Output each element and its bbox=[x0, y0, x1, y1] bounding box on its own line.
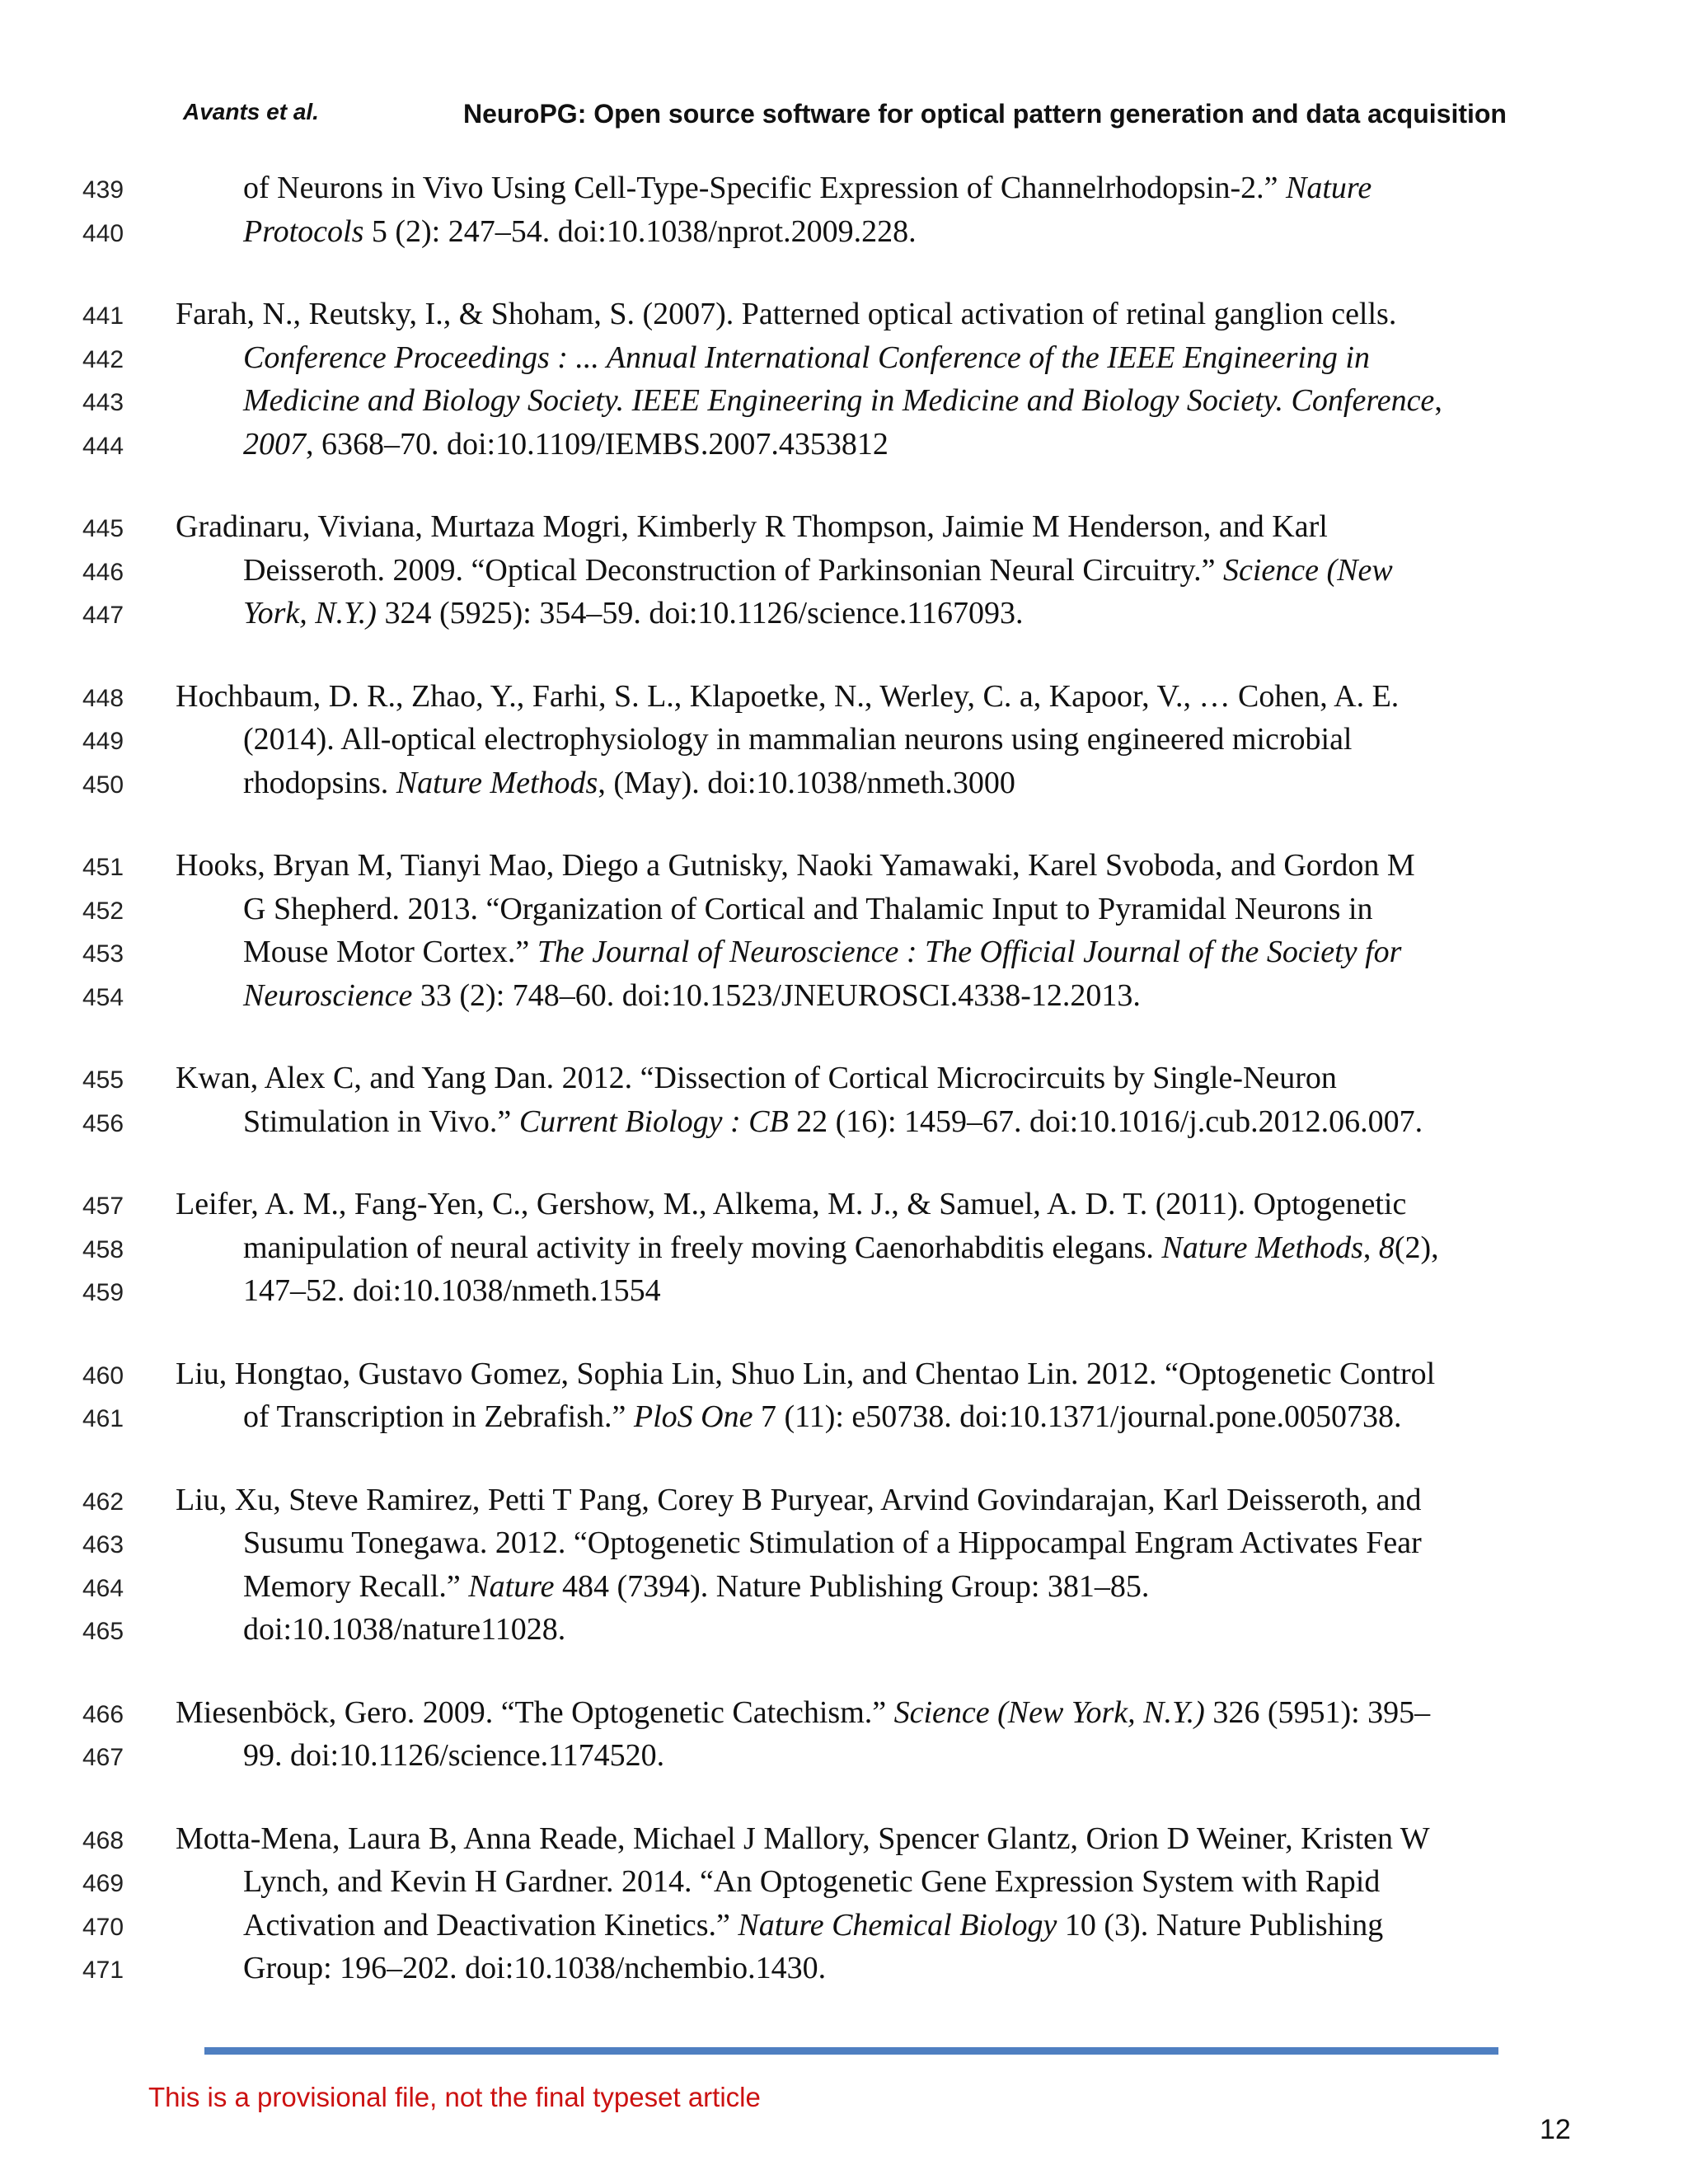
italic-text: Protocols bbox=[243, 213, 364, 249]
line-number: 444 bbox=[82, 432, 124, 460]
text-run: Lynch, and Kevin H Gardner. 2014. “An Optogenetic Gene Expression System with Rapid bbox=[243, 1864, 1381, 1899]
reference-first-line bbox=[176, 1694, 1430, 1731]
reference-first-line bbox=[176, 509, 1328, 545]
reference-first-line bbox=[176, 296, 1396, 332]
line-number: 439 bbox=[82, 176, 124, 204]
text-run: Liu, Hongtao, Gustavo Gomez, Sophia Lin, Shuo Lin, and Chentao Lin. 2012. “Optogenetic Control bbox=[176, 1356, 1436, 1391]
reference-continuation-line bbox=[243, 1907, 1383, 1943]
line-number: 451 bbox=[82, 854, 124, 881]
text-run: 10 (3). Nature Publishing bbox=[1057, 1907, 1384, 1943]
text-run: , bbox=[1362, 1230, 1379, 1265]
italic-text: 2007 bbox=[243, 426, 306, 462]
text-run: rhodopsins. bbox=[243, 765, 396, 800]
italic-text: Conference Proceedings : ... Annual International Conference of the IEEE Engineering in bbox=[243, 340, 1370, 375]
reference-continuation-line bbox=[243, 1611, 565, 1647]
line-number: 449 bbox=[82, 728, 124, 755]
reference-continuation-line bbox=[243, 891, 1373, 927]
line-number: 469 bbox=[82, 1870, 124, 1897]
line-number: 445 bbox=[82, 515, 124, 542]
reference-continuation-line bbox=[243, 1950, 826, 1986]
text-run: 22 (16): 1459–67. doi:10.1016/j.cub.2012.06.007. bbox=[788, 1104, 1423, 1139]
line-number: 459 bbox=[82, 1279, 124, 1306]
italic-text: Science (New York, N.Y.) bbox=[893, 1694, 1205, 1730]
line-number: 458 bbox=[82, 1235, 124, 1263]
reference-continuation-line bbox=[243, 1863, 1380, 1900]
reference-continuation-line bbox=[243, 721, 1353, 757]
text-run: 326 (5951): 395– bbox=[1204, 1694, 1431, 1730]
text-run: Liu, Xu, Steve Ramirez, Petti T Pang, Corey B Puryear, Arvind Govindarajan, Karl Deisseroth, and bbox=[176, 1482, 1422, 1517]
reference-continuation-line bbox=[243, 934, 1401, 970]
text-run: , (May). doi:10.1038/nmeth.3000 bbox=[598, 765, 1015, 800]
reference-continuation-line bbox=[243, 213, 917, 250]
text-run: , 6368–70. doi:10.1109/IEMBS.2007.4353812 bbox=[306, 426, 889, 462]
text-run: 33 (2): 748–60. doi:10.1523/JNEUROSCI.4338-12.2013. bbox=[412, 977, 1141, 1013]
line-number: 455 bbox=[82, 1066, 124, 1094]
text-run: Leifer, A. M., Fang-Yen, C., Gershow, M., Alkema, M. J., & Samuel, A. D. T. (2011). Optogenetic bbox=[176, 1187, 1407, 1221]
text-run: Memory Recall.” bbox=[243, 1568, 469, 1604]
line-number: 461 bbox=[82, 1405, 124, 1432]
text-run: of Neurons in Vivo Using Cell-Type-Specific Expression of Channelrhodopsin-2.” bbox=[243, 171, 1287, 205]
italic-text: Nature Chemical Biology bbox=[738, 1907, 1057, 1943]
text-run: Miesenböck, Gero. 2009. “The Optogenetic Catechism.” bbox=[176, 1694, 894, 1730]
line-number: 440 bbox=[82, 219, 124, 247]
page-number: 12 bbox=[1540, 2114, 1571, 2145]
text-run: Susumu Tonegawa. 2012. “Optogenetic Stimulation of a Hippocampal Engram Activates Fear bbox=[243, 1526, 1422, 1560]
line-number: 471 bbox=[82, 1957, 124, 1984]
line-number: 442 bbox=[82, 345, 124, 373]
reference-continuation-line bbox=[243, 170, 1372, 206]
text-run: 324 (5925): 354–59. doi:10.1126/science.1167093. bbox=[376, 596, 1024, 630]
line-number: 446 bbox=[82, 558, 124, 586]
reference-first-line bbox=[176, 1821, 1430, 1857]
text-run: Farah, N., Reutsky, I., & Shoham, S. (2007). Patterned optical activation of retinal ganglion cells. bbox=[176, 297, 1397, 331]
text-run: 484 (7394). Nature Publishing Group: 381–85. bbox=[554, 1568, 1150, 1604]
text-run: Activation and Deactivation Kinetics.” bbox=[243, 1907, 738, 1943]
italic-text: Nature Methods bbox=[1161, 1230, 1363, 1265]
text-run: doi:10.1038/nature11028. bbox=[243, 1612, 566, 1647]
italic-text: Nature bbox=[1286, 171, 1372, 205]
italic-text: Current Biology : CB bbox=[518, 1104, 789, 1139]
line-number: 465 bbox=[82, 1618, 124, 1645]
reference-first-line bbox=[176, 1356, 1435, 1392]
text-run: (2014). All-optical electrophysiology in mammalian neurons using engineered microbial bbox=[243, 722, 1353, 757]
line-number: 447 bbox=[82, 602, 124, 629]
running-header-author: Avants et al. bbox=[183, 99, 319, 124]
reference-first-line bbox=[176, 678, 1399, 715]
line-number: 467 bbox=[82, 1744, 124, 1771]
text-run: Stimulation in Vivo.” bbox=[243, 1104, 519, 1139]
line-number: 454 bbox=[82, 983, 124, 1011]
text-run: Kwan, Alex C, and Yang Dan. 2012. “Dissection of Cortical Microcircuits by Single-Neuron bbox=[176, 1061, 1337, 1095]
reference-continuation-line bbox=[243, 1525, 1422, 1561]
line-number: 464 bbox=[82, 1574, 124, 1602]
text-run: of Transcription in Zebrafish.” bbox=[243, 1399, 634, 1434]
reference-continuation-line bbox=[243, 977, 1141, 1014]
italic-text: 8 bbox=[1378, 1230, 1395, 1265]
text-run: Hochbaum, D. R., Zhao, Y., Farhi, S. L., Klapoetke, N., Werley, C. a, Kapoor, V., … Cohen, A. E. bbox=[176, 678, 1400, 714]
text-run: Gradinaru, Viviana, Murtaza Mogri, Kimberly R Thompson, Jaimie M Henderson, and Karl bbox=[176, 509, 1328, 544]
line-number: 466 bbox=[82, 1700, 124, 1728]
italic-text: Medicine and Biology Society. IEEE Engineering in Medicine and Biology Society. Conference bbox=[243, 383, 1435, 418]
italic-text: York, N.Y.) bbox=[243, 596, 377, 630]
reference-continuation-line bbox=[243, 1399, 1401, 1435]
italic-text: PloS One bbox=[633, 1399, 753, 1434]
text-run: 99. doi:10.1126/science.1174520. bbox=[243, 1738, 665, 1773]
italic-text: Science (New bbox=[1222, 552, 1393, 588]
text-run: manipulation of neural activity in freely moving Caenorhabditis elegans. bbox=[243, 1230, 1162, 1265]
line-number: 453 bbox=[82, 940, 124, 968]
reference-first-line bbox=[176, 1186, 1406, 1222]
reference-continuation-line bbox=[243, 552, 1393, 588]
reference-continuation-line bbox=[243, 1568, 1149, 1605]
reference-continuation-line bbox=[243, 340, 1370, 376]
reference-first-line bbox=[176, 1060, 1337, 1096]
text-run: 147–52. doi:10.1038/nmeth.1554 bbox=[243, 1273, 661, 1308]
text-run: G Shepherd. 2013. “Organization of Cortical and Thalamic Input to Pyramidal Neurons in bbox=[243, 891, 1373, 926]
reference-continuation-line bbox=[243, 1104, 1423, 1140]
italic-text: Neuroscience bbox=[243, 977, 413, 1013]
reference-continuation-line bbox=[243, 1737, 664, 1774]
italic-text: Nature Methods bbox=[396, 765, 598, 800]
line-number: 441 bbox=[82, 302, 124, 330]
text-run: (2), bbox=[1394, 1230, 1439, 1265]
reference-first-line bbox=[176, 1482, 1422, 1518]
line-number: 462 bbox=[82, 1488, 124, 1516]
line-number: 456 bbox=[82, 1109, 124, 1137]
italic-text: Nature bbox=[468, 1568, 555, 1604]
text-run: Deisseroth. 2009. “Optical Deconstruction of Parkinsonian Neural Circuitry.” bbox=[243, 552, 1223, 588]
line-number: 457 bbox=[82, 1193, 124, 1220]
line-number: 448 bbox=[82, 684, 124, 712]
line-number: 443 bbox=[82, 389, 124, 416]
footer-rule bbox=[204, 2047, 1498, 2055]
line-number: 463 bbox=[82, 1531, 124, 1558]
running-header-title: NeuroPG: Open source software for optical pattern generation and data acquisition bbox=[463, 99, 1507, 129]
text-run: , bbox=[1434, 383, 1442, 418]
reference-continuation-line bbox=[243, 765, 1015, 801]
reference-continuation-line bbox=[243, 1272, 661, 1309]
provisional-notice: This is a provisional file, not the final typeset article bbox=[148, 2082, 761, 2112]
reference-continuation-line bbox=[243, 595, 1023, 631]
text-run: Motta-Mena, Laura B, Anna Reade, Michael J Mallory, Spencer Glantz, Orion D Weiner, Kristen W bbox=[176, 1821, 1430, 1856]
reference-first-line bbox=[176, 847, 1415, 883]
line-number: 468 bbox=[82, 1826, 124, 1854]
line-number: 450 bbox=[82, 771, 124, 799]
italic-text: The Journal of Neuroscience : The Official Journal of the Society for bbox=[537, 935, 1402, 969]
text-run: Mouse Motor Cortex.” bbox=[243, 935, 537, 969]
line-number: 452 bbox=[82, 897, 124, 925]
line-number: 470 bbox=[82, 1913, 124, 1941]
reference-continuation-line bbox=[243, 382, 1442, 419]
text-run: 5 (2): 247–54. doi:10.1038/nprot.2009.228. bbox=[363, 213, 917, 249]
reference-continuation-line bbox=[243, 1230, 1439, 1266]
reference-continuation-line bbox=[243, 426, 889, 462]
text-run: Group: 196–202. doi:10.1038/nchembio.1430. bbox=[243, 1951, 827, 1985]
text-run: 7 (11): e50738. doi:10.1371/journal.pone.0050738. bbox=[753, 1399, 1402, 1434]
text-run: Hooks, Bryan M, Tianyi Mao, Diego a Gutnisky, Naoki Yamawaki, Karel Svoboda, and Gordon M bbox=[176, 848, 1415, 883]
line-number: 460 bbox=[82, 1361, 124, 1390]
